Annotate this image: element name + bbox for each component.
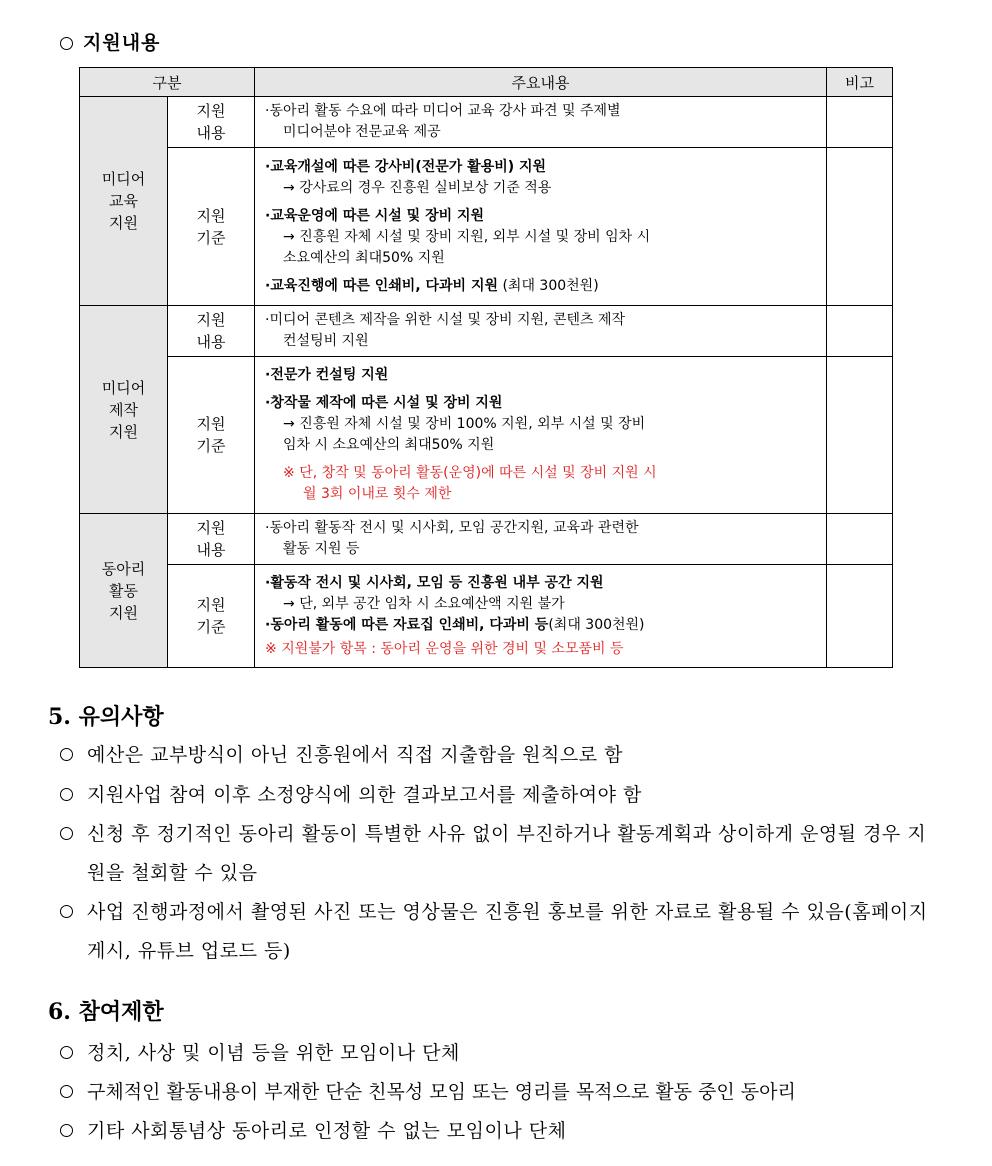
category-media-education: 미디어 교육 지원	[80, 97, 168, 306]
support-table	[79, 67, 893, 668]
circle-bullet-icon	[60, 788, 73, 801]
row-label: 지원 기준	[168, 148, 255, 306]
row-content: ·동아리 활동작 전시 및 시사회, 모임 공간지원, 교육과 관련한 활동 지원 등	[255, 514, 827, 565]
table-row	[80, 357, 893, 514]
list-item: 기타 사회통념상 동아리로 인정할 수 없는 모임이나 단체	[60, 1112, 938, 1151]
table-row	[80, 514, 893, 565]
table-row	[80, 148, 893, 306]
row-label: 지원 내용	[168, 514, 255, 565]
remarks-cell	[827, 306, 893, 357]
circle-bullet-icon	[60, 827, 73, 840]
table-row	[80, 565, 893, 668]
circle-bullet-icon	[60, 37, 73, 50]
circle-bullet-icon	[60, 905, 73, 918]
table-row	[80, 306, 893, 357]
circle-bullet-icon	[60, 1046, 73, 1059]
row-content: ·교육개설에 따른 강사비(전문가 활용비) 지원 → 강사료의 경우 진흥원 실비보상 기준 적용 ·교육운영에 따른 시설 및 장비 지원 → 진흥원 자체 시설 및 장비 지원, 외부 시설 및 장비 임차 시 소요예산의 최대50% 지원 ·교육진행에 따른 인쇄비, 다과비 지원 (최대 300천원)	[255, 148, 827, 306]
row-label: 지원 기준	[168, 357, 255, 514]
remarks-cell	[827, 514, 893, 565]
header-category: 구분	[80, 68, 255, 97]
row-label: 지원 기준	[168, 565, 255, 668]
row-label: 지원 내용	[168, 306, 255, 357]
section-6-heading: 6. 참여제한	[48, 999, 164, 1025]
row-content: ·미디어 콘텐츠 제작을 위한 시설 및 장비 지원, 콘텐츠 제작 컨설팅비 지원	[255, 306, 827, 357]
circle-bullet-icon	[60, 1085, 73, 1098]
remarks-cell	[827, 148, 893, 306]
list-item: 정치, 사상 및 이념 등을 위한 모임이나 단체	[60, 1034, 938, 1073]
list-item: 사업 진행과정에서 촬영된 사진 또는 영상물은 진흥원 홍보를 위한 자료로 활용될 수 있음(홈페이지 게시, 유튜브 업로드 등)	[60, 893, 938, 971]
list-item: 예산은 교부방식이 아닌 진흥원에서 직접 지출함을 원칙으로 함	[60, 736, 938, 775]
remarks-cell	[827, 565, 893, 668]
row-content: ·활동작 전시 및 시사회, 모임 등 진흥원 내부 공간 지원 → 단, 외부 공간 임차 시 소요예산액 지원 불가 ·동아리 활동에 따른 자료집 인쇄비, 다과비 등(최대 300천원) ※ 지원불가 항목 : 동아리 운영을 위한 경비 및 소모품비 등	[255, 565, 827, 668]
table-row	[80, 97, 893, 148]
circle-bullet-icon	[60, 748, 73, 761]
row-content: ·동아리 활동 수요에 따라 미디어 교육 강사 파견 및 주제별 미디어분야 전문교육 제공	[255, 97, 827, 148]
list-item: 신청 후 정기적인 동아리 활동이 특별한 사유 없이 부진하거나 활동계획과 상이하게 운영될 경우 지원을 철회할 수 있음	[60, 815, 938, 893]
category-media-production: 미디어 제작 지원	[80, 306, 168, 514]
row-content: ·전문가 컨설팅 지원 ·창작물 제작에 따른 시설 및 장비 지원 → 진흥원 자체 시설 및 장비 100% 지원, 외부 시설 및 장비 임차 시 소요예산의 최대50% 지원 ※ 단, 창작 및 동아리 활동(운영)에 따른 시설 및 장비 지원 시 월 3회 이내로 횟수 제한	[255, 357, 827, 514]
list-item: 지원사업 참여 이후 소정양식에 의한 결과보고서를 제출하여야 함	[60, 776, 938, 815]
list-item: 구체적인 활동내용이 부재한 단순 친목성 모임 또는 영리를 목적으로 활동 중인 동아리	[60, 1073, 952, 1112]
header-main-content: 주요내용	[255, 68, 827, 97]
support-section-title: 지원내용	[60, 28, 160, 55]
remarks-cell	[827, 97, 893, 148]
header-remarks: 비고	[827, 68, 893, 97]
row-label: 지원 내용	[168, 97, 255, 148]
category-club-activity: 동아리 활동 지원	[80, 514, 168, 668]
section-5-heading: 5. 유의사항	[48, 704, 164, 730]
circle-bullet-icon	[60, 1124, 73, 1137]
remarks-cell	[827, 357, 893, 514]
table-header-row	[80, 68, 893, 97]
